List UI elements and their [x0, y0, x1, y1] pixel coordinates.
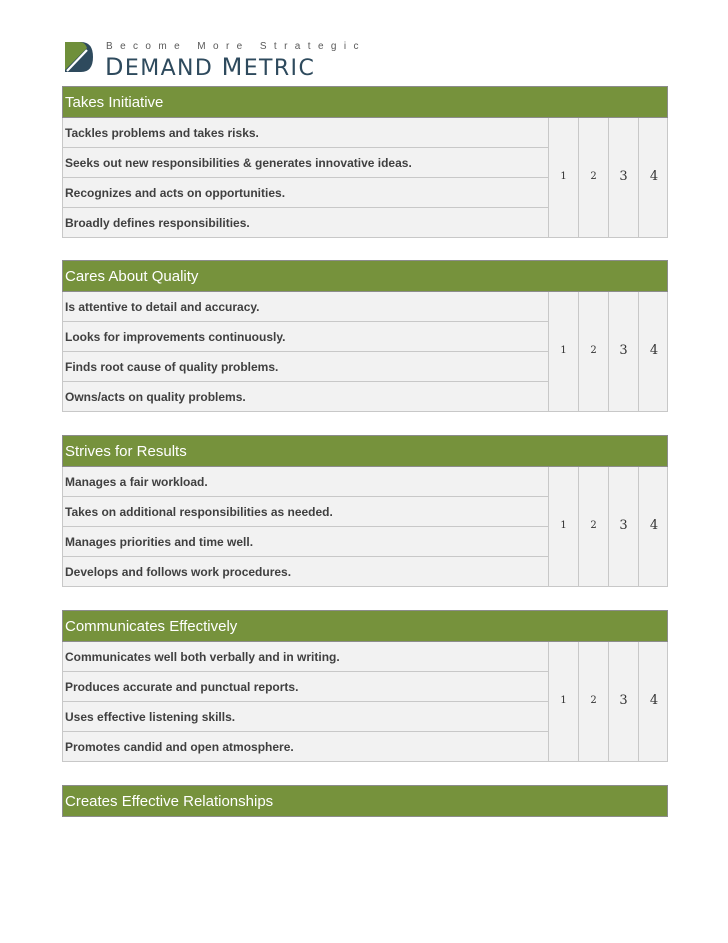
section-title: Cares About Quality — [62, 260, 668, 292]
rating-3[interactable]: 3 — [609, 642, 639, 761]
section-title: Creates Effective Relationships — [62, 785, 668, 817]
section-creates-effective-relationships — [62, 785, 668, 817]
rating-1[interactable]: 1 — [549, 292, 579, 411]
rating-2[interactable]: 2 — [579, 292, 609, 411]
list-item: Tackles problems and takes risks. — [63, 118, 549, 148]
company-logo — [63, 40, 366, 81]
rating-1[interactable]: 1 — [549, 467, 579, 586]
rating-2[interactable]: 2 — [579, 467, 609, 586]
rating-3[interactable]: 3 — [609, 292, 639, 411]
rating-scale — [549, 118, 669, 237]
rating-2[interactable]: 2 — [579, 118, 609, 237]
list-item: Recognizes and acts on opportunities. — [63, 178, 549, 208]
list-item: Promotes candid and open atmosphere. — [63, 732, 549, 762]
brand-name: DEMAND METRIC — [105, 53, 316, 81]
section-cares-about-quality — [62, 260, 668, 412]
list-item: Uses effective listening skills. — [63, 702, 549, 732]
rating-scale — [549, 292, 669, 411]
section-body — [62, 642, 668, 762]
list-item: Finds root cause of quality problems. — [63, 352, 549, 382]
item-list — [63, 467, 549, 586]
section-takes-initiative — [62, 86, 668, 238]
section-title: Communicates Effectively — [62, 610, 668, 642]
section-strives-for-results — [62, 435, 668, 587]
rating-2[interactable]: 2 — [579, 642, 609, 761]
list-item: Looks for improvements continuously. — [63, 322, 549, 352]
section-body — [62, 118, 668, 238]
item-list — [63, 642, 549, 761]
section-body — [62, 467, 668, 587]
item-list — [63, 118, 549, 237]
list-item: Communicates well both verbally and in writing. — [63, 642, 549, 672]
section-communicates-effectively — [62, 610, 668, 762]
logo-mark-icon — [63, 40, 95, 74]
list-item: Seeks out new responsibilities & generates innovative ideas. — [63, 148, 549, 178]
rating-3[interactable]: 3 — [609, 467, 639, 586]
rating-3[interactable]: 3 — [609, 118, 639, 237]
section-title: Takes Initiative — [62, 86, 668, 118]
list-item: Develops and follows work procedures. — [63, 557, 549, 587]
rating-scale — [549, 467, 669, 586]
item-list — [63, 292, 549, 411]
list-item: Is attentive to detail and accuracy. — [63, 292, 549, 322]
rating-1[interactable]: 1 — [549, 642, 579, 761]
list-item: Broadly defines responsibilities. — [63, 208, 549, 238]
rating-4[interactable]: 4 — [649, 343, 659, 358]
rating-1[interactable]: 1 — [549, 118, 579, 237]
list-item: Manages a fair workload. — [63, 467, 549, 497]
rating-4[interactable]: 4 — [649, 518, 659, 533]
rating-scale — [549, 642, 669, 761]
rating-4[interactable]: 4 — [649, 169, 659, 184]
list-item: Produces accurate and punctual reports. — [63, 672, 549, 702]
section-title: Strives for Results — [62, 435, 668, 467]
rating-4[interactable]: 4 — [649, 693, 659, 708]
section-body — [62, 292, 668, 412]
list-item: Takes on additional responsibilities as needed. — [63, 497, 549, 527]
list-item: Owns/acts on quality problems. — [63, 382, 549, 412]
brand-tagline: Become More Strategic — [106, 41, 366, 52]
list-item: Manages priorities and time well. — [63, 527, 549, 557]
